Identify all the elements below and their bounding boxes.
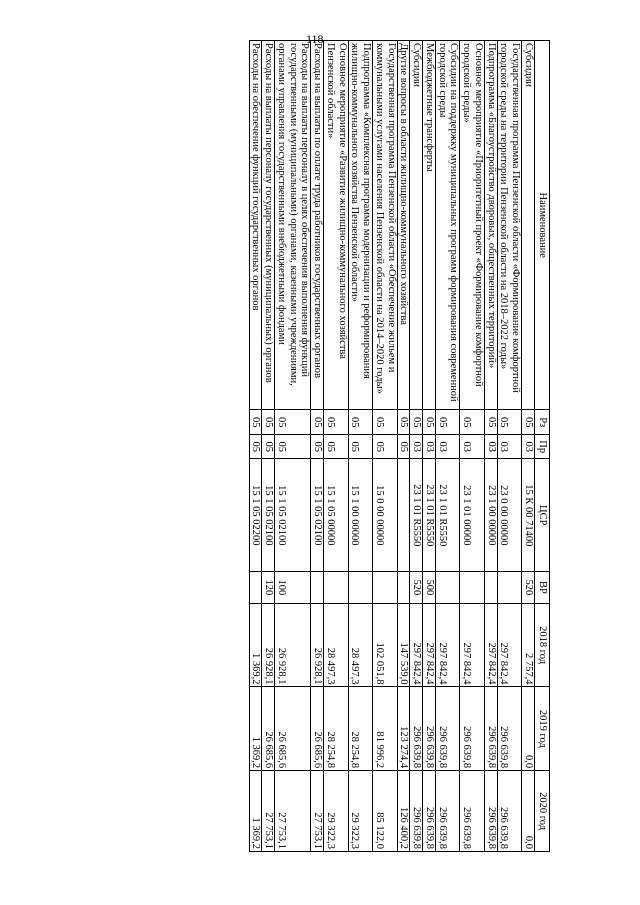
cell-name: Основное мероприятие «Приоритетный проект «Формирование комфортной городской среды» bbox=[460, 41, 485, 410]
table-row bbox=[522, 41, 535, 852]
cell-vr bbox=[373, 572, 398, 604]
cell-pr: 05 bbox=[262, 434, 275, 459]
cell-pr: 05 bbox=[275, 434, 311, 459]
cell-vr bbox=[249, 572, 262, 604]
table-row bbox=[348, 41, 373, 852]
cell-name: Государственная программа Пензенской области «Обеспечение жильем и коммунальными услугами населения Пензенской области на 2014–2020 годы» bbox=[373, 41, 398, 410]
cell-vr bbox=[311, 572, 324, 604]
cell-rz: 05 bbox=[373, 410, 398, 435]
header-row bbox=[535, 41, 550, 852]
cell-pr: 05 bbox=[324, 434, 349, 459]
cell-name: Подпрограмма «Благоустройство дворовых, общественных территорий» bbox=[485, 41, 498, 410]
cell-pr: 05 bbox=[249, 434, 262, 459]
rotated-table-container bbox=[90, 40, 550, 852]
cell-csr: 15 0 00 00000 bbox=[373, 459, 398, 572]
cell-vr: 520 bbox=[410, 572, 423, 604]
cell-2020: 27 753,1 bbox=[262, 771, 275, 852]
cell-2018: 297 842,4 bbox=[436, 603, 461, 687]
cell-2020: 296 639,8 bbox=[485, 771, 498, 852]
cell-csr: 23 1 00 00000 bbox=[485, 459, 498, 572]
cell-pr: 03 bbox=[522, 434, 535, 459]
header-vr: ВР bbox=[535, 572, 550, 604]
cell-2020: 296 639,8 bbox=[423, 771, 436, 852]
cell-2018: 26 928,1 bbox=[262, 603, 275, 687]
cell-name: Расходы на выплаты персоналу государственных (муниципальных) органов bbox=[262, 41, 275, 410]
table-row bbox=[249, 41, 262, 852]
cell-rz: 05 bbox=[311, 410, 324, 435]
cell-csr: 15 1 05 02100 bbox=[311, 459, 324, 572]
cell-rz: 05 bbox=[262, 410, 275, 435]
cell-csr: 15 1 05 02200 bbox=[249, 459, 262, 572]
cell-rz: 05 bbox=[522, 410, 535, 435]
cell-rz: 05 bbox=[460, 410, 485, 435]
cell-2019: 0,0 bbox=[522, 687, 535, 771]
cell-2020: 296 639,8 bbox=[436, 771, 461, 852]
cell-pr: 03 bbox=[410, 434, 423, 459]
cell-name: Основное мероприятие «Развитие жилищно-коммунального хозяйства Пензенской области» bbox=[324, 41, 349, 410]
cell-2019: 123 274,4 bbox=[397, 687, 410, 771]
table-row bbox=[436, 41, 461, 852]
cell-vr bbox=[436, 572, 461, 604]
cell-2018: 102 051,8 bbox=[373, 603, 398, 687]
cell-vr: 520 bbox=[522, 572, 535, 604]
cell-2018: 297 842,4 bbox=[485, 603, 498, 687]
cell-vr bbox=[324, 572, 349, 604]
cell-vr: 500 bbox=[423, 572, 436, 604]
cell-2018: 147 539,0 bbox=[397, 603, 410, 687]
cell-2020: 296 639,8 bbox=[460, 771, 485, 852]
cell-2018: 28 497,3 bbox=[324, 603, 349, 687]
cell-vr bbox=[397, 572, 410, 604]
table-row bbox=[423, 41, 436, 852]
header-2018: 2018 год bbox=[535, 603, 550, 687]
cell-2018: 26 928,1 bbox=[275, 603, 311, 687]
cell-vr: 100 bbox=[275, 572, 311, 604]
cell-pr: 03 bbox=[497, 434, 522, 459]
cell-2018: 297 842,4 bbox=[497, 603, 522, 687]
cell-name: Расходы на выплаты персоналу в целях обеспечения выполнения функций государственными (муниципальными) органами, казенными учреждениями, органами управления государственными внебюджетными фондами bbox=[275, 41, 311, 410]
cell-rz: 05 bbox=[249, 410, 262, 435]
cell-vr bbox=[460, 572, 485, 604]
cell-2019: 28 254,8 bbox=[348, 687, 373, 771]
cell-pr: 03 bbox=[436, 434, 461, 459]
cell-2018: 28 497,3 bbox=[348, 603, 373, 687]
cell-name: Расходы на выплаты по оплате труда работников государственных органов bbox=[311, 41, 324, 410]
cell-csr: 23 1 01 R5550 bbox=[410, 459, 423, 572]
table-row bbox=[497, 41, 522, 852]
header-pr: Пр bbox=[535, 434, 550, 459]
cell-2018: 297 842,4 bbox=[410, 603, 423, 687]
cell-rz: 05 bbox=[397, 410, 410, 435]
cell-2020: 296 639,8 bbox=[410, 771, 423, 852]
cell-2020: 1 369,2 bbox=[249, 771, 262, 852]
cell-rz: 05 bbox=[497, 410, 522, 435]
table-row bbox=[410, 41, 423, 852]
cell-name: Межбюджетные трансферты bbox=[423, 41, 436, 410]
cell-pr: 03 bbox=[485, 434, 498, 459]
table-row bbox=[262, 41, 275, 852]
cell-2020: 85 122,0 bbox=[373, 771, 398, 852]
cell-name: Государственная программа Пензенской области «Формирование комфортной городской среды на территории Пензенской области на 2018–2022 годы» bbox=[497, 41, 522, 410]
cell-csr: 15 1 00 00000 bbox=[348, 459, 373, 572]
cell-name: Расходы на обеспечение функций государственных органов bbox=[249, 41, 262, 410]
table-row bbox=[485, 41, 498, 852]
cell-rz: 05 bbox=[485, 410, 498, 435]
cell-2019: 296 639,8 bbox=[485, 687, 498, 771]
cell-2020: 296 639,8 bbox=[497, 771, 522, 852]
cell-csr: 15 К 00 71400 bbox=[522, 459, 535, 572]
cell-2019: 296 639,8 bbox=[410, 687, 423, 771]
cell-2018: 2 757,4 bbox=[522, 603, 535, 687]
cell-rz: 05 bbox=[348, 410, 373, 435]
cell-2020: 29 322,3 bbox=[348, 771, 373, 852]
cell-2018: 26 928,1 bbox=[311, 603, 324, 687]
budget-table bbox=[249, 40, 550, 852]
cell-2020: 27 753,1 bbox=[311, 771, 324, 852]
cell-name: Другие вопросы в области жилищно-коммунального хозяйства bbox=[397, 41, 410, 410]
table-row bbox=[397, 41, 410, 852]
cell-name: Подпрограмма «Комплексная программа модернизации и реформирования жилищно-коммунального хозяйства Пензенской области» bbox=[348, 41, 373, 410]
cell-2018: 1 369,2 bbox=[249, 603, 262, 687]
cell-2020: 126 400,2 bbox=[397, 771, 410, 852]
cell-2020: 27 753,1 bbox=[275, 771, 311, 852]
cell-rz: 05 bbox=[275, 410, 311, 435]
cell-vr: 120 bbox=[262, 572, 275, 604]
cell-2019: 296 639,8 bbox=[436, 687, 461, 771]
table-row bbox=[275, 41, 311, 852]
cell-pr: 03 bbox=[460, 434, 485, 459]
table-row bbox=[460, 41, 485, 852]
cell-csr: 15 1 05 00000 bbox=[324, 459, 349, 572]
header-rz: Рз bbox=[535, 410, 550, 435]
cell-name: Субсидии на поддержку муниципальных программ формирования современной городской среды bbox=[436, 41, 461, 410]
cell-csr bbox=[397, 459, 410, 572]
cell-vr bbox=[485, 572, 498, 604]
cell-csr: 23 1 01 R5550 bbox=[423, 459, 436, 572]
cell-2019: 81 996,2 bbox=[373, 687, 398, 771]
cell-2019: 1 369,2 bbox=[249, 687, 262, 771]
cell-csr: 15 1 05 02100 bbox=[262, 459, 275, 572]
header-csr: ЦСР bbox=[535, 459, 550, 572]
cell-name: Субсидии bbox=[522, 41, 535, 410]
cell-rz: 05 bbox=[436, 410, 461, 435]
cell-vr bbox=[497, 572, 522, 604]
cell-csr: 23 1 01 00000 bbox=[460, 459, 485, 572]
table-row bbox=[324, 41, 349, 852]
cell-rz: 05 bbox=[423, 410, 436, 435]
header-name: Наименование bbox=[535, 41, 550, 410]
cell-csr: 23 1 01 R5550 bbox=[436, 459, 461, 572]
table-row bbox=[373, 41, 398, 852]
table-row bbox=[311, 41, 324, 852]
cell-2020: 29 322,3 bbox=[324, 771, 349, 852]
cell-2018: 297 842,4 bbox=[423, 603, 436, 687]
table-body bbox=[249, 41, 534, 852]
cell-pr: 03 bbox=[423, 434, 436, 459]
cell-pr: 05 bbox=[311, 434, 324, 459]
cell-2018: 297 842,4 bbox=[460, 603, 485, 687]
cell-rz: 05 bbox=[324, 410, 349, 435]
cell-csr: 15 1 05 02100 bbox=[275, 459, 311, 572]
cell-2019: 26 685,6 bbox=[311, 687, 324, 771]
cell-pr: 05 bbox=[348, 434, 373, 459]
header-2019: 2019 год bbox=[535, 687, 550, 771]
cell-pr: 05 bbox=[373, 434, 398, 459]
page-number: 118 bbox=[306, 32, 324, 46]
cell-2019: 296 639,8 bbox=[423, 687, 436, 771]
cell-2020: 0,0 bbox=[522, 771, 535, 852]
header-2020: 2020 год bbox=[535, 771, 550, 852]
cell-2019: 26 685,6 bbox=[275, 687, 311, 771]
cell-vr bbox=[348, 572, 373, 604]
cell-csr: 23 0 00 00000 bbox=[497, 459, 522, 572]
cell-2019: 296 639,8 bbox=[460, 687, 485, 771]
cell-name: Субсидии bbox=[410, 41, 423, 410]
cell-2019: 26 685,6 bbox=[262, 687, 275, 771]
cell-rz: 05 bbox=[410, 410, 423, 435]
cell-pr: 05 bbox=[397, 434, 410, 459]
cell-2019: 296 639,8 bbox=[497, 687, 522, 771]
cell-2019: 28 254,8 bbox=[324, 687, 349, 771]
